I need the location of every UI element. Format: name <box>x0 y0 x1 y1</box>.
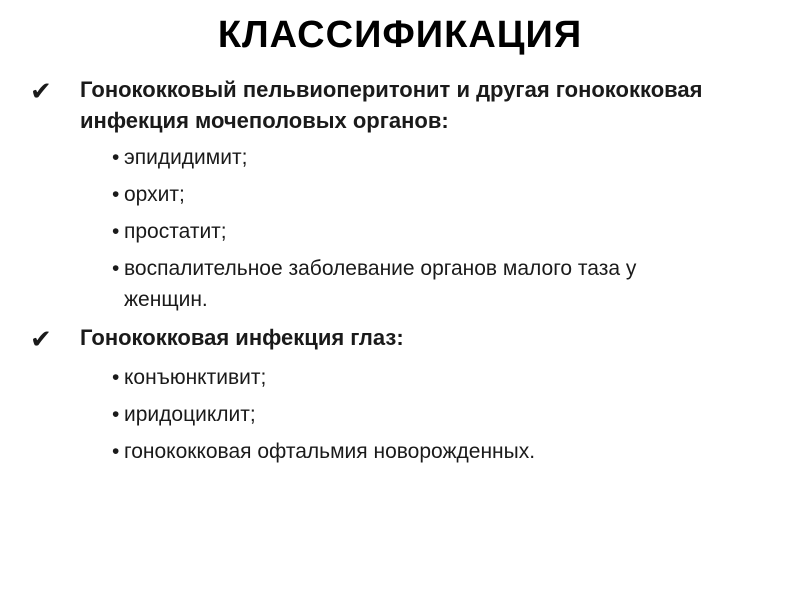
bullet-icon: • <box>112 403 120 426</box>
list-item: • воспалительное заболевание органов малого таза у женщин. <box>112 253 750 315</box>
bullet-icon: • <box>112 183 120 206</box>
bullet-icon: • <box>112 366 120 389</box>
section-heading-row <box>30 322 750 356</box>
bullet-icon: • <box>112 146 120 169</box>
bullet-icon: • <box>112 440 120 463</box>
bullet-list <box>112 142 750 315</box>
section-genitourinary <box>30 74 750 315</box>
bullet-icon: • <box>112 220 120 243</box>
list-item: • простатит; <box>112 216 750 247</box>
check-icon: ✔ <box>30 76 52 106</box>
section-title: Гонококковая инфекция глаз: <box>80 325 404 350</box>
section-heading-row <box>30 74 750 136</box>
list-item: • гонококковая офтальмия новорожденных. <box>112 436 750 467</box>
check-icon: ✔ <box>30 324 52 354</box>
list-item: • эпидидимит; <box>112 142 750 173</box>
bullet-list <box>112 362 750 467</box>
section-title: Гонококковый пельвиоперитонит и другая гонококковая инфекция мочеполовых органов: <box>80 77 703 133</box>
page-title: КЛАССИФИКАЦИЯ <box>217 14 583 56</box>
section-eye <box>30 322 750 467</box>
list-item: • иридоциклит; <box>112 399 750 430</box>
list-item: • конъюнктивит; <box>112 362 750 393</box>
bullet-icon: • <box>112 257 120 280</box>
list-item: • орхит; <box>112 179 750 210</box>
